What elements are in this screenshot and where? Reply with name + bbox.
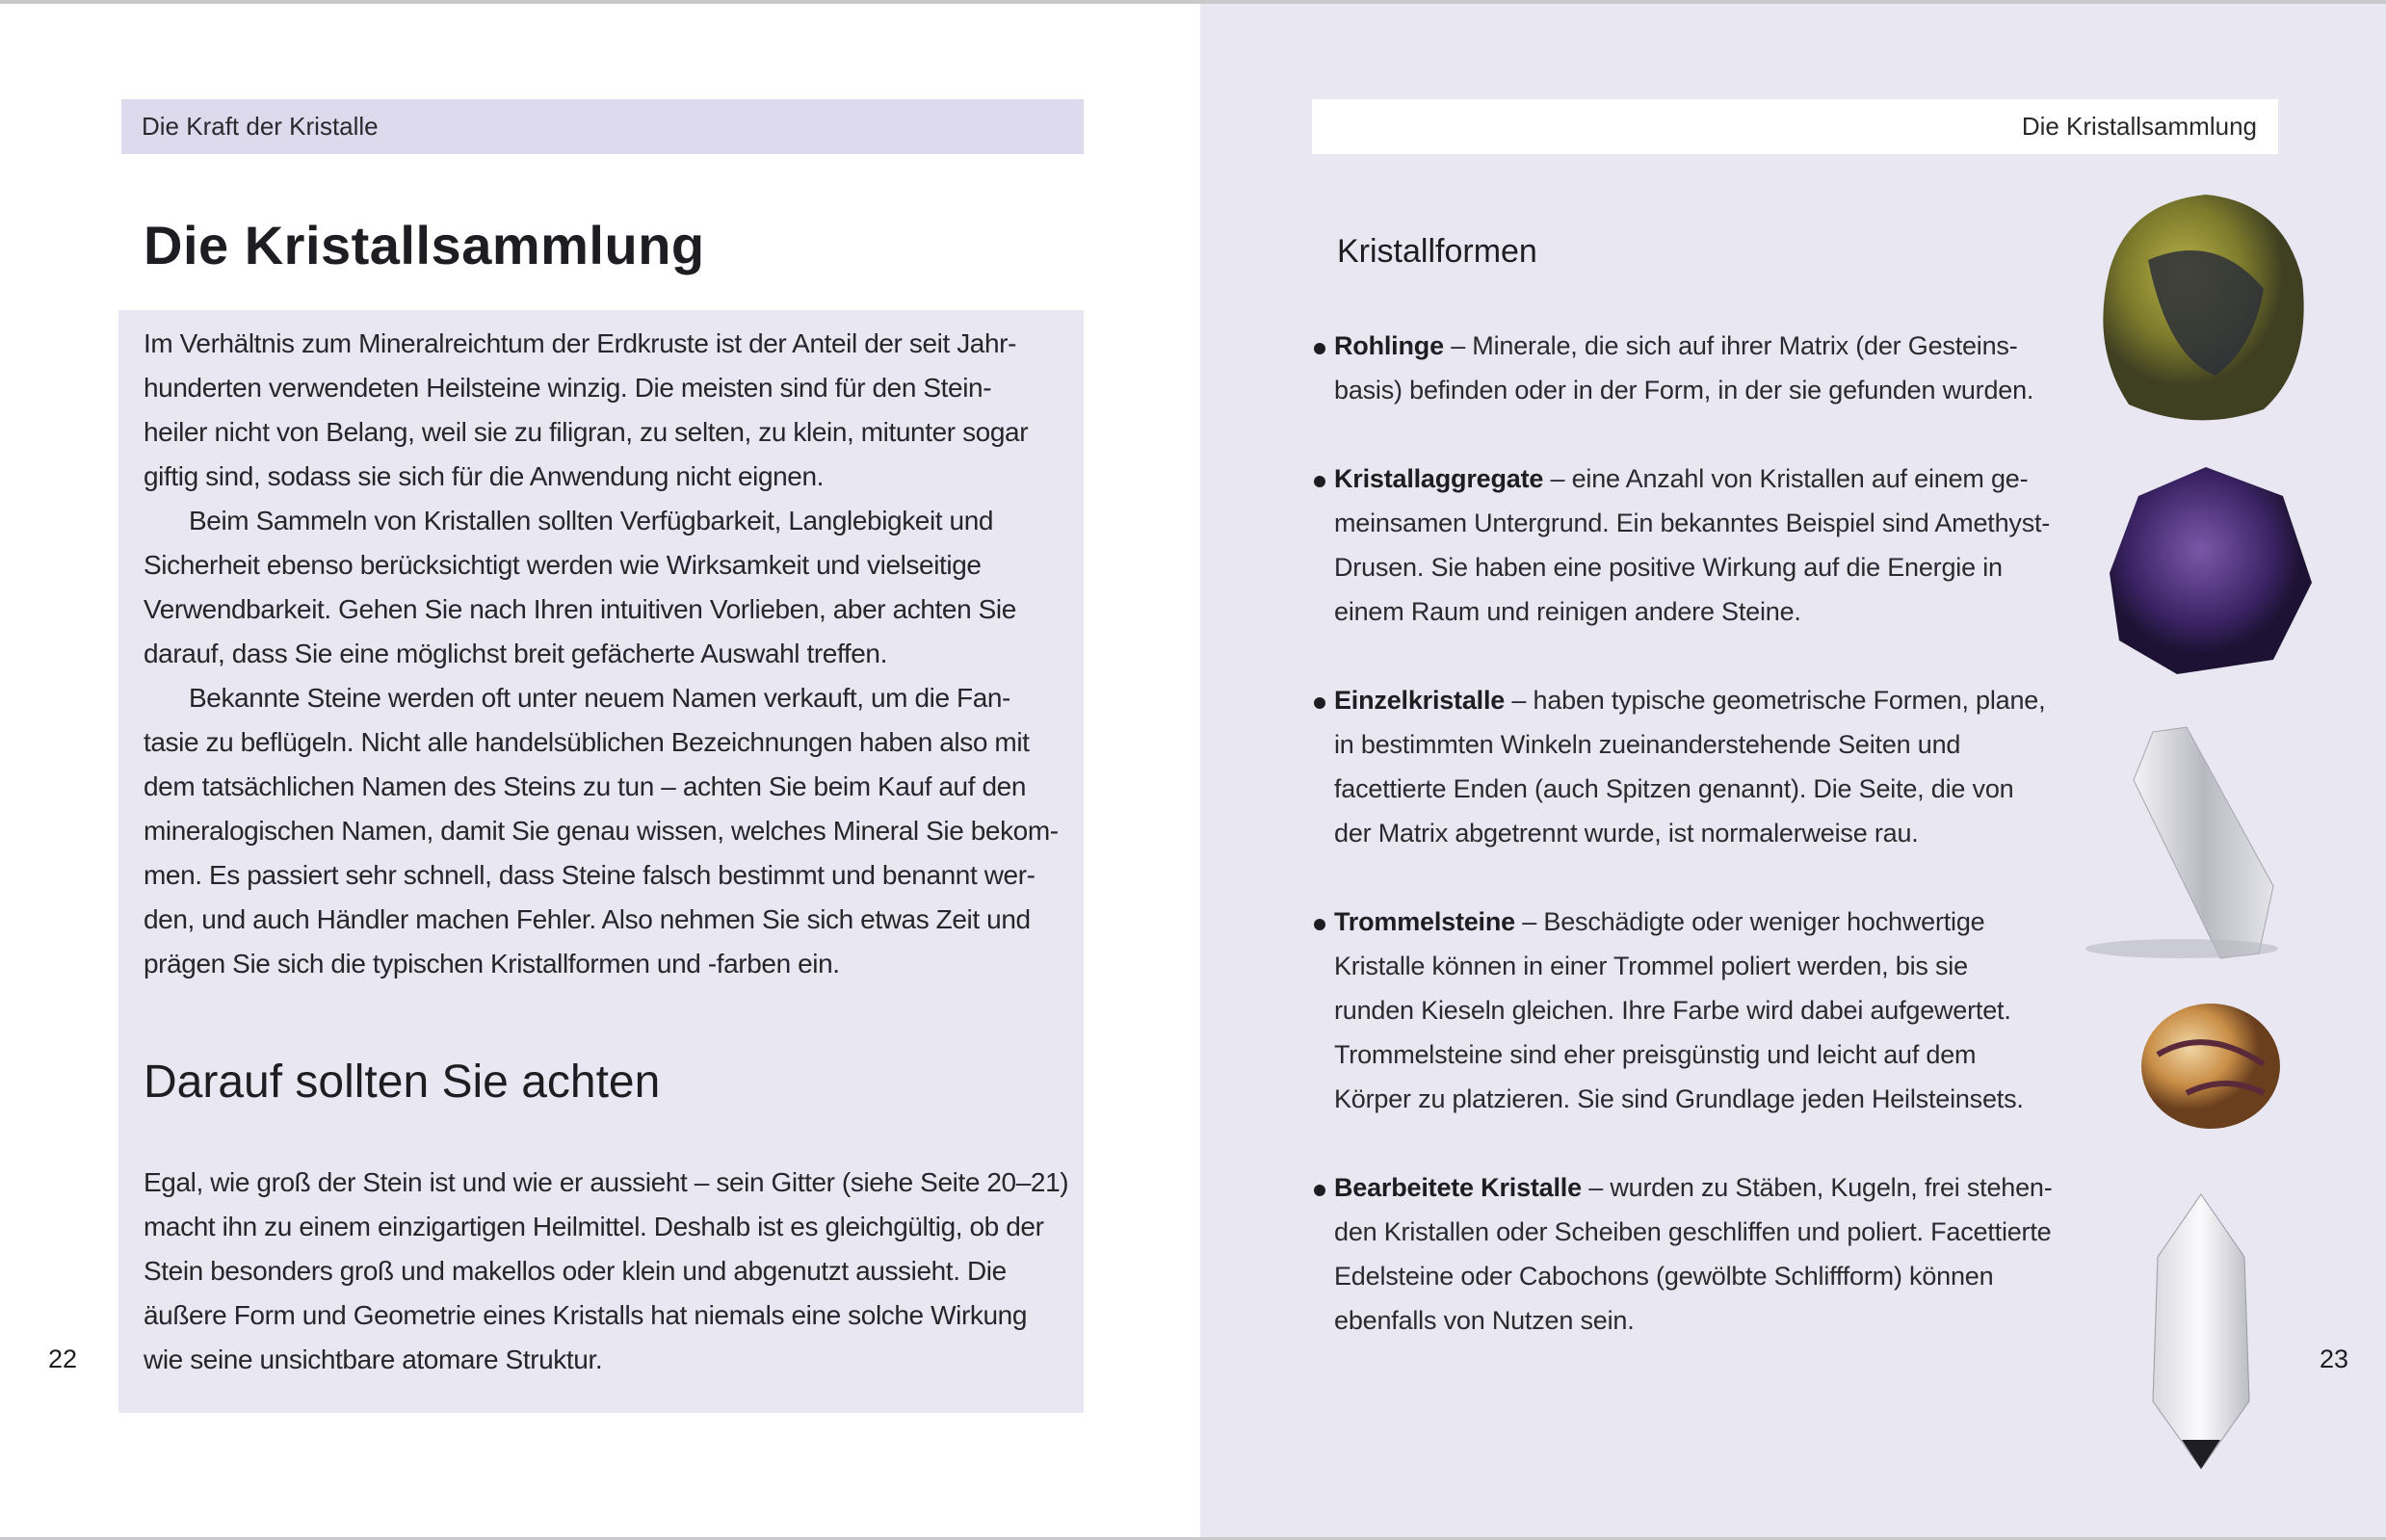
text-line: der Matrix abgetrennt wurde, ist normalerweise rau. — [1334, 819, 1919, 848]
item-term: Trommelsteine — [1334, 907, 1515, 936]
item-term: Bearbeitete Kristalle — [1334, 1173, 1582, 1202]
text-line: Drusen. Sie haben eine positive Wirkung auf die Energie in — [1334, 553, 2003, 582]
item-term: Rohlinge — [1334, 331, 1444, 360]
amethyst-cluster-image — [2090, 457, 2321, 689]
section-text — [144, 1161, 1068, 1382]
item-text: – eine Anzahl von Kristallen auf einem ge- — [1543, 464, 2029, 493]
text-line: Verwendbarkeit. Gehen Sie nach Ihren intuitiven Vorlieben, aber achten Sie — [144, 594, 1016, 624]
text-line: dem tatsächlichen Namen des Steins zu tun – achten Sie beim Kauf auf den — [144, 771, 1026, 801]
text-line: äußere Form und Geometrie eines Kristalls hat niemals eine solche Wirkung — [144, 1300, 1027, 1330]
text-line: basis) befinden oder in der Form, in der sie gefunden wurden. — [1334, 376, 2034, 405]
text-line: Egal, wie groß der Stein ist und wie er aussieht – sein Gitter (siehe Seite 20–21) — [144, 1167, 1069, 1197]
single-crystal-image — [2066, 722, 2283, 963]
body-text — [144, 322, 1059, 986]
text-line: Im Verhältnis zum Mineralreichtum der Erdkruste ist der Anteil der seit Jahr- — [144, 328, 1016, 358]
list-item — [1312, 1165, 2053, 1343]
text-line — [1334, 1165, 2053, 1210]
item-term: Kristallaggregate — [1334, 464, 1544, 493]
text-line: den Kristallen oder Scheiben geschliffen und poliert. Facettierte — [1334, 1217, 2052, 1246]
list-item — [1312, 457, 2053, 634]
text-line: hunderten verwendeten Heilsteine winzig. Die meisten sind für den Stein- — [144, 373, 992, 403]
running-head-left: Die Kraft der Kristalle — [121, 99, 1084, 154]
item-term: Einzelkristalle — [1334, 686, 1506, 715]
crystal-forms-list — [1312, 324, 2053, 1387]
page-title: Die Kristallsammlung — [144, 215, 705, 275]
item-text: – Beschädigte oder weniger hochwertige — [1514, 907, 1985, 936]
text-line — [1334, 324, 2053, 368]
text-line: mineralogischen Namen, damit Sie genau wissen, welches Mineral Sie bekom- — [144, 816, 1059, 846]
point-crystal-image — [2129, 1189, 2273, 1478]
section-heading: Darauf sollten Sie achten — [144, 1057, 661, 1108]
text-line: Trommelsteine sind eher preisgünstig und leicht auf dem — [1334, 1040, 1977, 1069]
text-line: Bekannte Steine werden oft unter neuem Namen verkauft, um die Fan- — [189, 683, 1010, 713]
text-line: facettierte Enden (auch Spitzen genannt). Die Seite, die von — [1334, 774, 2014, 803]
text-line: Sicherheit ebenso berücksichtigt werden wie Wirksamkeit und vielseitige — [144, 550, 982, 580]
text-line: Körper zu platzieren. Sie sind Grundlage jeden Heilsteinsets. — [1334, 1084, 2024, 1113]
bullet-icon — [1314, 1185, 1325, 1196]
text-line: wie seine unsichtbare atomare Struktur. — [144, 1344, 603, 1374]
bullet-icon — [1314, 919, 1325, 930]
text-line: darauf, dass Sie eine möglichst breit gefächerte Auswahl treffen. — [144, 639, 887, 668]
text-line: Edelsteine oder Cabochons (gewölbte Schliffform) können — [1334, 1262, 1994, 1291]
text-line: men. Es passiert sehr schnell, dass Steine falsch bestimmt und benannt wer- — [144, 860, 1036, 890]
tumbled-stone-image — [2129, 997, 2293, 1141]
text-line: heiler nicht von Belang, weil sie zu filigran, zu selten, zu klein, mitunter sogar — [144, 417, 1029, 447]
bullet-icon — [1314, 343, 1325, 354]
rough-stone-image — [2071, 183, 2321, 433]
text-line: meinsamen Untergrund. Ein bekanntes Beispiel sind Amethyst- — [1334, 509, 2051, 537]
list-item — [1312, 678, 2053, 855]
kristallformen-heading: Kristallformen — [1337, 233, 1537, 270]
item-text: – Minerale, die sich auf ihrer Matrix (der Gesteins- — [1443, 331, 2018, 360]
running-head-right: Die Kristallsammlung — [1312, 99, 2278, 154]
item-text: – haben typische geometrische Formen, plane, — [1505, 686, 2046, 715]
text-line: Kristalle können in einer Trommel poliert werden, bis sie — [1334, 952, 1968, 980]
text-line: ebenfalls von Nutzen sein. — [1334, 1306, 1635, 1335]
text-line: den, und auch Händler machen Fehler. Also nehmen Sie sich etwas Zeit und — [144, 904, 1031, 934]
text-line: Beim Sammeln von Kristallen sollten Verfügbarkeit, Langlebigkeit und — [189, 506, 994, 535]
list-item — [1312, 324, 2053, 412]
text-line: Stein besonders groß und makellos oder klein und abgenutzt aussieht. Die — [144, 1256, 1007, 1286]
text-line — [1334, 457, 2053, 501]
text-line: in bestimmten Winkeln zueinanderstehende Seiten und — [1334, 730, 1961, 759]
page-number-right: 23 — [2320, 1344, 2349, 1373]
text-line: einem Raum und reinigen andere Steine. — [1334, 597, 1801, 626]
text-line: giftig sind, sodass sie sich für die Anwendung nicht eignen. — [144, 461, 825, 491]
text-line: prägen Sie sich die typischen Kristallformen und -farben ein. — [144, 949, 840, 979]
text-line — [1334, 678, 2053, 722]
bullet-icon — [1314, 476, 1325, 487]
text-line: runden Kieseln gleichen. Ihre Farbe wird dabei aufgewertet. — [1334, 996, 2011, 1025]
bullet-icon — [1314, 697, 1325, 709]
text-line — [1334, 900, 2053, 944]
list-item — [1312, 900, 2053, 1121]
text-line: tasie zu beflügeln. Nicht alle handelsüblichen Bezeichnungen haben also mit — [144, 727, 1030, 757]
item-text: – wurden zu Stäben, Kugeln, frei stehen- — [1581, 1173, 2053, 1202]
text-line: macht ihn zu einem einzigartigen Heilmittel. Deshalb ist es gleichgültig, ob der — [144, 1212, 1044, 1241]
page-number-left: 22 — [48, 1344, 78, 1373]
